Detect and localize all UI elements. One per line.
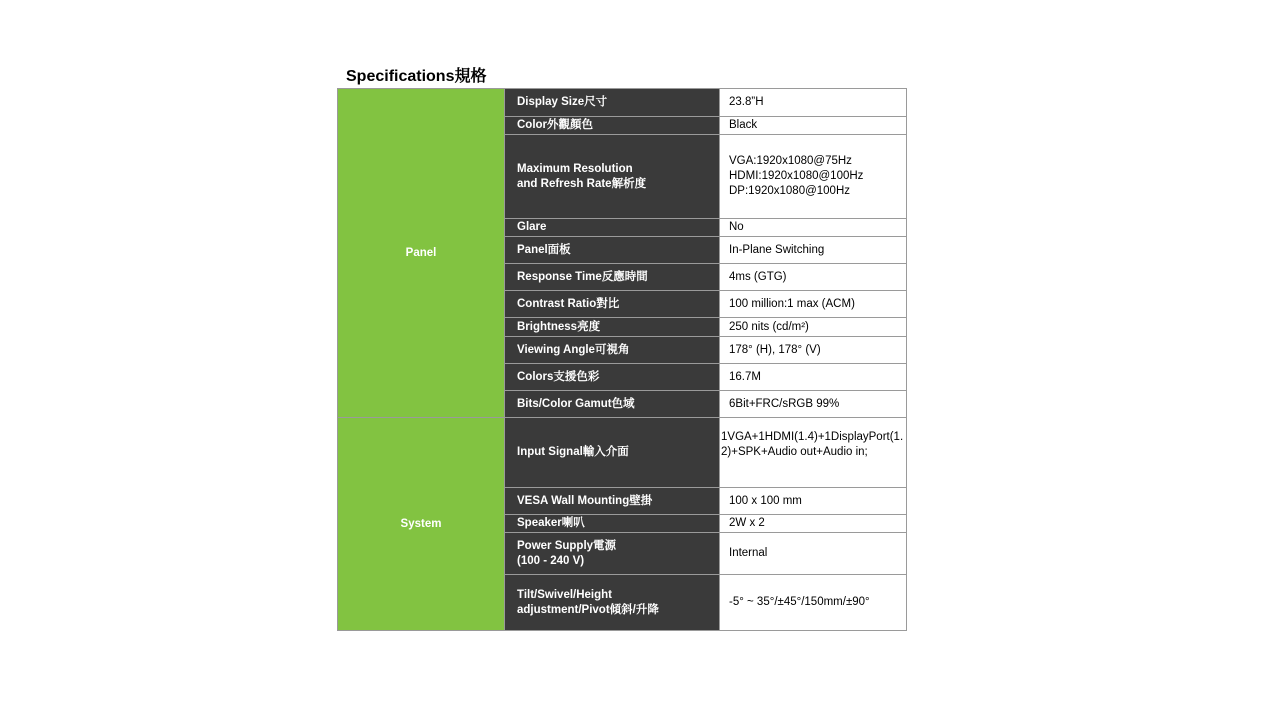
spec-label: Response Time反應時間 [505, 264, 720, 291]
spec-label: Tilt/Swivel/Height adjustment/Pivot傾斜/升降 [505, 575, 720, 631]
spec-label: Panel面板 [505, 237, 720, 264]
spec-label: Brightness亮度 [505, 318, 720, 337]
spec-value: No [720, 219, 907, 237]
spec-value: -5° ~ 35°/±45°/150mm/±90° [720, 575, 907, 631]
spec-label: VESA Wall Mounting壁掛 [505, 488, 720, 515]
spec-label: Glare [505, 219, 720, 237]
spec-value: In-Plane Switching [720, 237, 907, 264]
spec-value: 100 million:1 max (ACM) [720, 291, 907, 318]
spec-value: 16.7M [720, 364, 907, 391]
spec-label: Input Signal輸入介面 [505, 418, 720, 488]
spec-value: 250 nits (cd/m²) [720, 318, 907, 337]
spec-value: Internal [720, 533, 907, 575]
spec-value: 23.8”H [720, 89, 907, 117]
page-title: Specifications規格 [346, 68, 487, 85]
spec-value: 4ms (GTG) [720, 264, 907, 291]
spec-label: Contrast Ratio對比 [505, 291, 720, 318]
spec-label: Colors支援色彩 [505, 364, 720, 391]
table-row [338, 418, 907, 488]
spec-value: VGA:1920x1080@75Hz HDMI:1920x1080@100Hz DP:1920x1080@100Hz [720, 135, 907, 219]
spec-label: Maximum Resolution and Refresh Rate解析度 [505, 135, 720, 219]
spec-value: 2W x 2 [720, 515, 907, 533]
spec-value: 1VGA+1HDMI(1.4)+1DisplayPort(1. 2)+SPK+Audio out+Audio in; [720, 418, 907, 488]
spec-value: 6Bit+FRC/sRGB 99% [720, 391, 907, 418]
spec-label: Color外觀顏色 [505, 117, 720, 135]
spec-label: Speaker喇叭 [505, 515, 720, 533]
table-row [338, 89, 907, 117]
spec-value: 100 x 100 mm [720, 488, 907, 515]
spec-label: Display Size尺寸 [505, 89, 720, 117]
spec-value: 178° (H), 178° (V) [720, 337, 907, 364]
spec-label: Bits/Color Gamut色域 [505, 391, 720, 418]
spec-label: Viewing Angle可視角 [505, 337, 720, 364]
category-system: System [338, 418, 505, 631]
spec-label: Power Supply電源 (100 - 240 V) [505, 533, 720, 575]
specifications-table [337, 88, 907, 631]
category-panel: Panel [338, 89, 505, 418]
spec-value: Black [720, 117, 907, 135]
